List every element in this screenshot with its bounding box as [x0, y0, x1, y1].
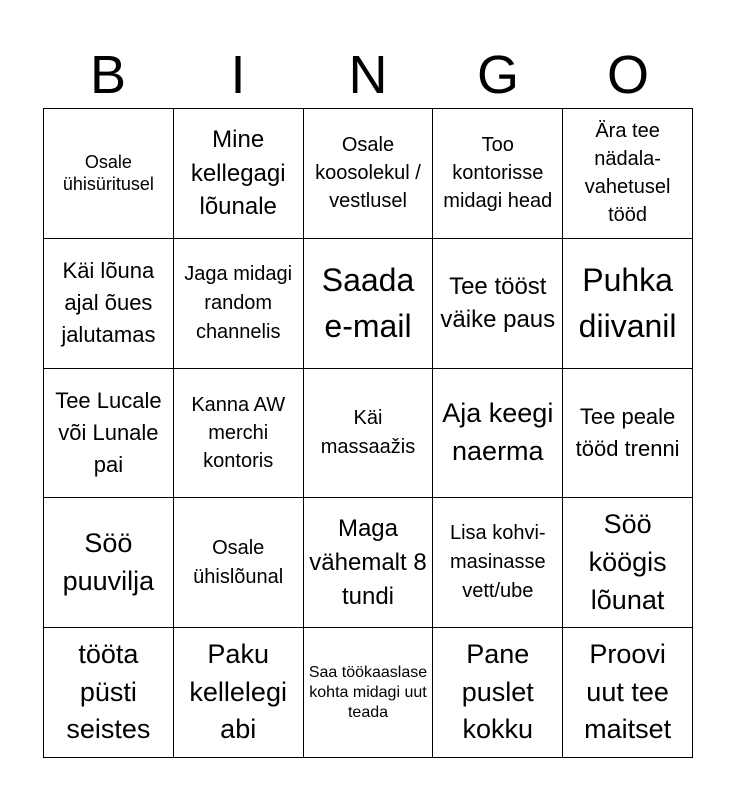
bingo-cell[interactable] — [304, 109, 434, 239]
bingo-board — [43, 108, 693, 758]
bingo-cell[interactable] — [44, 498, 174, 628]
bingo-cell-text: Maga vähemalt 8 tundi — [309, 515, 427, 610]
bingo-cell-text: tööta püsti seistes — [66, 638, 151, 745]
bingo-cell[interactable] — [563, 628, 693, 758]
title-letter-b: B — [89, 45, 127, 105]
bingo-cell-text: Söö köögis lõunat — [588, 509, 667, 615]
bingo-cell-text: Tee peale tööd trenni — [575, 404, 680, 461]
bingo-cell[interactable] — [44, 239, 174, 369]
bingo-cell-text: Käi lõuna ajal õues jalutamas — [61, 258, 156, 348]
bingo-cell-text: Puhka diivanil — [578, 261, 677, 345]
bingo-cell[interactable] — [563, 239, 693, 369]
bingo-cell[interactable] — [44, 109, 174, 239]
bingo-cell[interactable] — [304, 628, 434, 758]
bingo-cell[interactable] — [304, 369, 434, 499]
bingo-cell-text: Tee tööst väike paus — [440, 272, 556, 334]
bingo-cell-text: Proovi uut tee maitset — [584, 638, 672, 745]
bingo-cell-text: Mine kellegagi lõunale — [190, 126, 286, 221]
bingo-cell-text: Lisa kohvi-masinasse vett/ube — [449, 522, 546, 603]
title-letter-i: I — [230, 45, 246, 105]
bingo-cell[interactable] — [563, 109, 693, 239]
bingo-cell-text: Saa töökaaslase kohta midagi uut teada — [308, 663, 428, 721]
bingo-cell-text: Paku kellelegi abi — [189, 638, 287, 745]
bingo-cell[interactable] — [433, 628, 563, 758]
bingo-cell[interactable] — [174, 239, 304, 369]
bingo-cell-text: Too kontorisse midagi head — [443, 134, 553, 213]
bingo-cell-text: Aja keegi naerma — [442, 398, 554, 466]
title-letter-n: N — [348, 45, 388, 105]
bingo-cell[interactable] — [433, 498, 563, 628]
bingo-cell[interactable] — [44, 628, 174, 758]
bingo-cell[interactable] — [174, 369, 304, 499]
title-letter-g: G — [476, 45, 519, 105]
bingo-cell-text: Ära tee nädala-vahetusel tööd — [584, 120, 671, 227]
bingo-cell-text: Pane puslet kokku — [461, 638, 534, 745]
bingo-cell[interactable] — [563, 369, 693, 499]
title-letter-o: O — [606, 45, 649, 105]
bingo-cell-text: Tee Lucale või Lunale pai — [55, 388, 162, 477]
bingo-cell[interactable] — [433, 239, 563, 369]
bingo-cell[interactable] — [174, 498, 304, 628]
bingo-cell[interactable] — [304, 498, 434, 628]
bingo-cell[interactable] — [174, 628, 304, 758]
bingo-cell-text: Söö puuvilja — [62, 527, 155, 596]
bingo-cell[interactable] — [433, 369, 563, 499]
bingo-cell-text: Jaga midagi random channelis — [184, 262, 293, 343]
bingo-cell[interactable] — [174, 109, 304, 239]
bingo-cell-text: Saada e-mail — [321, 261, 415, 345]
bingo-cell[interactable] — [563, 498, 693, 628]
bingo-cell[interactable] — [44, 369, 174, 499]
bingo-cell-text: Kanna AW merchi kontoris — [191, 393, 286, 472]
bingo-cell-text: Käi massaažis — [320, 406, 416, 458]
bingo-cell[interactable] — [433, 109, 563, 239]
bingo-cell-text: Osale koosolekul / vestlusel — [315, 134, 421, 213]
bingo-cell[interactable] — [304, 239, 434, 369]
bingo-title — [43, 40, 693, 108]
bingo-cell-text: Osale ühislõunal — [193, 536, 284, 588]
bingo-cell-text: Osale ühisüritusel — [62, 151, 154, 195]
